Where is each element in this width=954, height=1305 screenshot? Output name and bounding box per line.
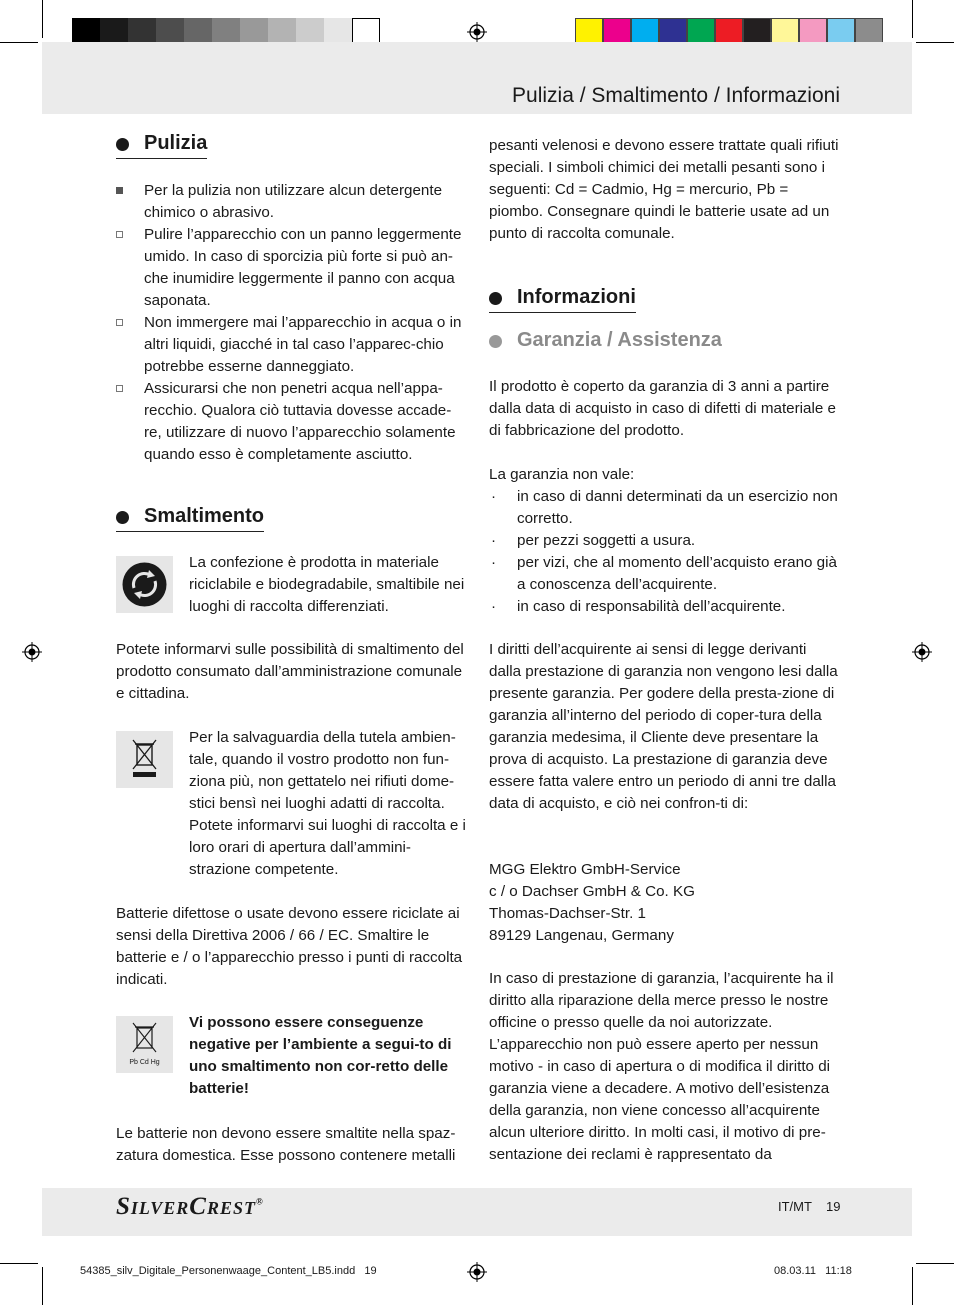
packaging-text: La confezione è prodotta in materiale riciclabile e biodegradabile, smaltibile nei luoghi di raccolta differenziati. bbox=[189, 554, 465, 615]
list-item-text: per vizi, che al momento dell’acquisto erano già a conoscenza dell’acquirente. bbox=[517, 554, 837, 593]
list-item-text: Assicurarsi che non penetri acqua nell’appa-recchio. Qualora ciò tuttavia dovesse accade-re, utilizzare di nuovo l’apparecchio solamente quando esso è completamente asciutto. bbox=[144, 380, 456, 463]
heavy-metals-continued-text: pesanti velenosi e devono essere trattate quali rifiuti speciali. I simboli chimici dei metalli pesanti sono i seguenti: Cd = Cadmio, Hg = mercurio, Pb = piombo. Consegnare quindi le batterie usate ad un punto di raccolta comunale. bbox=[489, 137, 839, 242]
list-item bbox=[489, 596, 839, 618]
section-heading-garanzia: Garanzia / Assistenza bbox=[517, 329, 722, 351]
disposal-info-text: Potete informarvi sulle possibilità di smaltimento del prodotto consumato dall’amministrazione comunale e cittadina. bbox=[116, 641, 464, 702]
list-item-text: Non immergere mai l’apparecchio in acqua o in altri liquidi, giacché in tal caso l’apparec-chio potrebbe esserne danneggiato. bbox=[144, 314, 462, 375]
pulizia-list bbox=[116, 180, 466, 466]
crop-mark bbox=[42, 1267, 43, 1305]
crop-mark bbox=[916, 42, 954, 43]
weee-text: Per la salvaguardia della tutela ambien-tale, quando il vostro prodotto non fun-ziona più, non gettatelo nei rifiuti dome-stici bensì nei luoghi adatti di raccolta. Potete informarvi sui luoghi di raccolta e i loro orari di apertura dall’ammini-strazione competente. bbox=[189, 729, 466, 878]
page-number: 19 bbox=[826, 1199, 841, 1214]
crop-mark bbox=[0, 1263, 38, 1264]
empty-square-bullet-icon bbox=[116, 385, 123, 392]
list-item bbox=[489, 530, 839, 552]
registration-mark-icon bbox=[467, 1262, 487, 1282]
heavy-metals-label: Pb Cd Hg bbox=[129, 1059, 160, 1066]
crop-mark bbox=[42, 0, 43, 38]
battery-directive-text: Batterie difettose o usate devono essere riciclate ai sensi della Direttiva 2006 / 66 / EC. Smaltire le batterie e / o l’apparecchio presso i punti di raccolta indicati. bbox=[116, 905, 463, 988]
filled-square-bullet-icon bbox=[116, 187, 123, 194]
crop-mark bbox=[912, 1267, 913, 1305]
list-item bbox=[489, 552, 839, 596]
warranty-intro-text: Il prodotto è coperto da garanzia di 3 anni a partire dalla data di acquisto in caso di difetti di materiale e di fabbricazione del prodotto. bbox=[489, 378, 836, 439]
dot-bullet-icon: · bbox=[491, 598, 497, 615]
section-heading-pulizia: Pulizia bbox=[116, 132, 207, 159]
battery-warning-text: Vi possono essere conseguenze negative per l’ambiente a segui-to di uno smaltimento non cor-retto delle batterie! bbox=[189, 1014, 452, 1097]
brand-crest: Crest bbox=[189, 1193, 256, 1220]
dot-bullet-icon: · bbox=[491, 532, 497, 549]
crop-mark bbox=[912, 0, 913, 38]
address-line: c / o Dachser GmbH & Co. KG bbox=[489, 883, 695, 900]
service-address bbox=[489, 859, 839, 947]
brand-logo bbox=[116, 1193, 264, 1221]
household-waste-text: Le batterie non devono essere smaltite nella spaz-zatura domestica. Esse possono contenere metalli bbox=[116, 1125, 456, 1164]
empty-square-bullet-icon bbox=[116, 319, 123, 326]
slug-filename: 54385_silv_Digitale_Personenwaage_Content_LB5.indd 19 bbox=[80, 1265, 377, 1277]
not-valid-label: La garanzia non vale: bbox=[489, 466, 635, 483]
address-line: Thomas-Dachser-Str. 1 bbox=[489, 905, 646, 922]
recycle-icon bbox=[116, 556, 173, 613]
footer-language: IT/MT bbox=[778, 1199, 812, 1214]
crop-mark bbox=[0, 42, 38, 43]
dot-bullet-icon: · bbox=[491, 488, 497, 505]
registration-mark-icon bbox=[912, 642, 932, 662]
address-line: 89129 Langenau, Germany bbox=[489, 927, 674, 944]
section-heading-informazioni: Informazioni bbox=[489, 286, 636, 313]
brand-registered: ® bbox=[255, 1196, 264, 1207]
list-item-text: Per la pulizia non utilizzare alcun detergente chimico o abrasivo. bbox=[144, 182, 443, 221]
list-item bbox=[116, 180, 466, 224]
section-heading-smaltimento: Smaltimento bbox=[116, 505, 264, 532]
battery-bin-icon bbox=[116, 1016, 173, 1073]
page-title: Pulizia / Smaltimento / Informazioni bbox=[512, 84, 840, 107]
slug-date: 08.03.11 11:18 bbox=[774, 1265, 852, 1277]
brand-silver: Silver bbox=[116, 1193, 190, 1220]
empty-square-bullet-icon bbox=[116, 231, 123, 238]
list-item-text: in caso di danni determinati da un esercizio non corretto. bbox=[517, 488, 838, 527]
list-item bbox=[116, 312, 466, 378]
list-item bbox=[116, 378, 466, 466]
list-item-text: Pulire l’apparecchio con un panno leggermente umido. In caso di sporcizia più forte si può an-che inumidire leggermente il panno con acqua saponata. bbox=[144, 226, 462, 309]
registration-mark-icon bbox=[467, 22, 487, 42]
list-item-text: per pezzi soggetti a usura. bbox=[517, 532, 696, 549]
registration-mark-icon bbox=[22, 642, 42, 662]
warranty-exclusions bbox=[489, 464, 839, 618]
crossed-bin-icon bbox=[116, 731, 173, 788]
list-item-text: in caso di responsabilità dell’acquirente. bbox=[517, 598, 786, 615]
address-line: MGG Elektro GmbH-Service bbox=[489, 861, 681, 878]
list-item bbox=[489, 486, 839, 530]
list-item bbox=[116, 224, 466, 312]
crop-mark bbox=[916, 1263, 954, 1264]
warranty-repair-text: In caso di prestazione di garanzia, l’acquirente ha il diritto alla riparazione della merce presso le nostre officine o presso quelle da noi autorizzate. L’apparecchio non può essere aperto per nessun motivo - in caso di apertura o di modifica il diritto di garanzia viene a decadere. A motivo dell’esistenza della garanzia, non viene concesso all’acquirente alcun ulteriore diritto. In molti casi, il motivo di pre-sentazione dei reclami è rappresentato da bbox=[489, 970, 834, 1163]
warranty-rights-text: I diritti dell’acquirente ai sensi di legge derivanti dalla prestazione di garanzia non vengono lesi dalla presente garanzia. Per godere della presta-zione di garanzia all’interno del periodo di coper-tura della garanzia medesima, il Cliente deve presentare la prova di acquisto. La prestazione di garanzia deve essere fatta valere entro un periodo di anni tre dalla data di acquisto, e ciò nei confron-ti di: bbox=[489, 641, 838, 812]
dot-bullet-icon: · bbox=[491, 554, 497, 571]
